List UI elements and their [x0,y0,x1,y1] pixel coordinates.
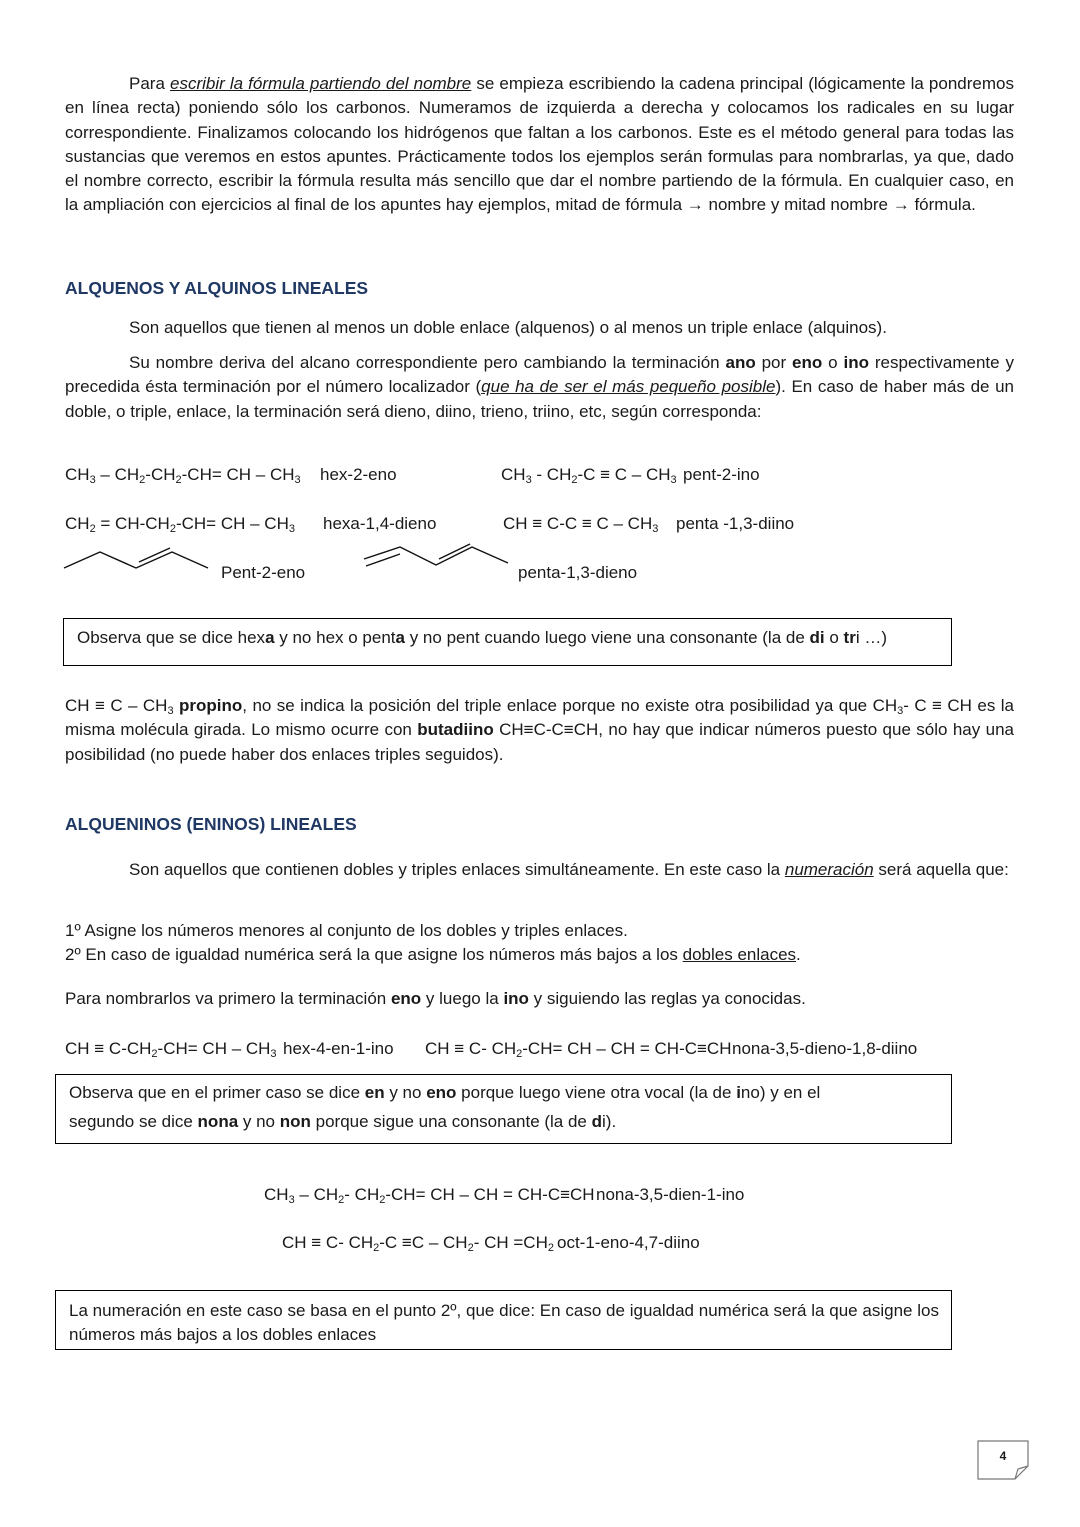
page-number: 4 [999,1449,1007,1463]
name-hex-4-en-1-ino: hex-4-en-1-ino [283,1039,394,1058]
note-en-nona-line2: segundo se dice nona y no non porque sigue una consonante (la de di). [69,1112,617,1131]
formula-hex-2-eno: $CH_3 - CH_2-CH_2-CH=$ CH – $CH_3$ [65,465,301,486]
formula-nona-dien-1-ino: $CH_3 - CH_2-$ $CH_2-CH=$ CH – CH = CH-C≡CH [264,1185,595,1206]
name-hexa-1-4-dieno: hexa-1,4-dieno [323,514,437,533]
name-pent-2-eno: Pent-2-eno [221,563,306,582]
section-heading-alquenos: ALQUENOS Y ALQUINOS LINEALES [65,278,369,298]
section2-p2: Para nombrarlos va primero la terminación eno y luego la ino y siguiendo las reglas ya conocidas. [65,989,806,1008]
name-oct-1-eno-diino: oct-1-eno-4,7-diino [557,1233,700,1252]
intro-lead-link: escribir la fórmula partiendo del nombre [169,74,472,93]
section2-p1: Son aquellos que contienen dobles y triples enlaces simultáneamente. En este caso la numeración será aquella que: [129,860,1009,879]
propino-paragraph: CH ≡ C – $CH_3$ propino, no se indica la posición del triple enlace porque no existe otra posibilidad ya que $CH_3-$ C ≡ CH es la misma molécula girada. Lo mismo ocurre con butadiino CH≡C-C≡CH, no hay que indicar números puesto que sólo hay una posibilidad (no puede haber dos enlaces triples seguidos). [65,696,1015,764]
formula-hexa-1-4-dieno: $CH_2 = CH-CH_2-CH=$ CH – $CH_3$ [65,514,295,535]
name-hex-2-eno: hex-2-eno [320,465,397,484]
intro-body: se empieza escribiendo la cadena principal (lógicamente la pondremos en línea recta) poniendo sólo los carbonos. Numeramos de izquierda a derecha y colocamos los radicales en su lugar correspondiente. Finalizamos colocando los hidrógenos que faltan a los carbonos. Este es el método general para todas las sustancias que veremos en estos apuntes. Prácticamente todos los ejemplos serán formulas para nombrarlas, ya que, dado el nombre correcto, escribir la fórmula resulta más sencillo que dar el nombre partiendo de la fórmula. En cualquier caso, en la ampliación con ejercicios al final de los apuntes hay ejemplos, mitad de fórmula → nombre y mitad nombre → fórmula. [65,74,1014,215]
note-en-nona-line1: Observa que en el primer caso se dice en y no eno porque luego viene otra vocal (la de ino) y en el [69,1083,821,1102]
formula-nona-dieno-diino: CH ≡ C- $CH_2-CH=$ CH – CH = CH-C≡CH [425,1039,732,1060]
rule-1: 1º Asigne los números menores al conjunto de los dobles y triples enlaces. [65,921,628,940]
name-nona-dien-1-ino: nona-3,5-dien-1-ino [596,1185,745,1204]
skeletal-pent-2-eno [62,546,222,576]
name-nona-dieno-diino: nona-3,5-dieno-1,8-diino [732,1039,918,1058]
formula-oct-1-eno-diino: CH ≡ C- $CH_2-C \equiv C - CH_2-$ CH $=CH_2$ [282,1233,554,1254]
name-penta-1-3-dieno: penta-1,3-dieno [518,563,638,582]
formula-penta-1-3-diino: CH ≡ $C-C \equiv C - CH_3$ [503,514,659,535]
section-heading-alqueninos: ALQUENINOS (ENINOS) LINEALES [65,814,357,834]
section1-p1: Son aquellos que tienen al menos un doble enlace (alquenos) o al menos un triple enlace (alquinos). [129,318,887,337]
formula-pent-2-ino: $CH_3 - CH_2-C \equiv C - CH_3$ [501,465,677,486]
rule-2: 2º En caso de igualdad numérica será la que asigne los números más bajos a los dobles enlaces. [65,945,801,964]
section1-p2: Su nombre deriva del alcano correspondiente pero cambiando la terminación ano por eno o ino respectivamente y precedida ésta terminación por el número localizador (que ha de ser el más pequeño posible). En caso de haber más de un doble, o triple, enlace, la terminación será dieno, diino, trieno, triino, etc, según corresponda: [65,353,1014,421]
name-pent-2-ino: pent-2-ino [683,465,760,484]
note-numeracion: La numeración en este caso se basa en el punto 2º, que dice: En caso de igualdad numérica será la que asigne los números más bajos a los dobles enlaces [69,1301,939,1345]
note-hexa-penta: Observa que se dice hexa y no hex o penta y no pent cuando luego viene una consonante (la de di o tri …) [77,628,887,647]
skeletal-penta-1-3-dieno [362,543,512,573]
intro-paragraph [65,72,1014,218]
name-penta-1-3-diino: penta -1,3-diino [676,514,795,533]
intro-lead: Para [129,74,170,93]
formula-hex-4-en-1-ino: CH ≡ $C-CH_2-CH=$ CH – $CH_3$ [65,1039,277,1060]
